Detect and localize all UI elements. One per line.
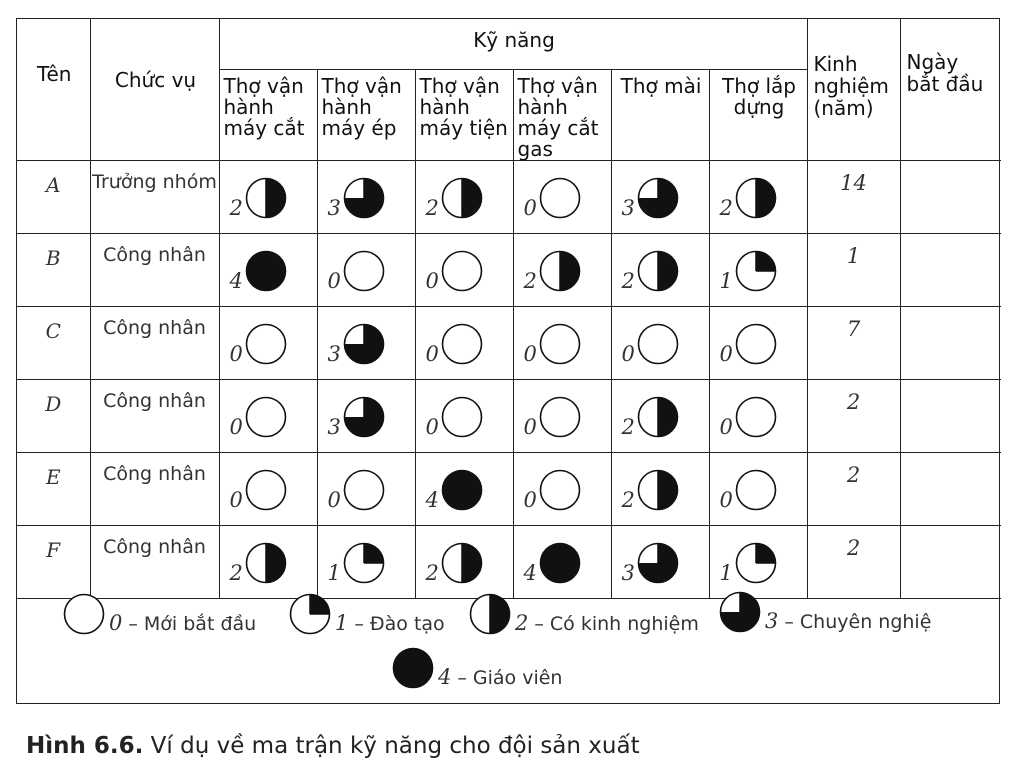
row-experience: 1 <box>807 233 900 306</box>
harvey-ball-level-4-icon <box>245 250 287 292</box>
figure-caption <box>26 733 640 759</box>
harvey-ball-level-0-icon <box>245 396 287 438</box>
skill-level-cell <box>709 379 807 452</box>
harvey-ball-level-3-icon <box>719 591 761 633</box>
header-skill-2: Thợ vận hành máy tiện <box>415 69 513 160</box>
table-row <box>17 306 1001 379</box>
skill-level-cell <box>611 160 709 233</box>
skill-level-cell <box>611 306 709 379</box>
skill-level-cell <box>611 379 709 452</box>
row-role: Công nhân <box>90 233 219 306</box>
skill-level-cell <box>219 233 317 306</box>
legend-item-level-1 <box>289 593 445 635</box>
row-start-date <box>900 379 1001 452</box>
skill-level-value: 0 <box>425 414 439 439</box>
skill-level-value: 2 <box>719 195 733 220</box>
harvey-ball-level-0-icon <box>735 323 777 365</box>
skill-level-value: 2 <box>425 195 439 220</box>
skill-level-cell <box>415 160 513 233</box>
skill-level-cell <box>415 233 513 306</box>
harvey-ball-level-3-icon <box>343 323 385 365</box>
legend-label: – Có kinh nghiệm <box>534 613 699 635</box>
legend-label: – Chuyên nghiệ <box>784 611 932 633</box>
skill-level-value: 0 <box>523 487 537 512</box>
header-skill-4: Thợ mài <box>611 69 709 160</box>
header-skill-1: Thợ vận hành máy ép <box>317 69 415 160</box>
harvey-ball-level-0-icon <box>63 593 105 635</box>
skill-level-value: 0 <box>327 268 341 293</box>
skill-level-value: 3 <box>621 195 635 220</box>
row-role: Công nhân <box>90 452 219 525</box>
skill-level-cell <box>317 306 415 379</box>
legend-item-level-3 <box>719 591 931 633</box>
skill-level-cell <box>513 379 611 452</box>
row-name: D <box>17 379 90 452</box>
skill-level-value: 0 <box>229 341 243 366</box>
skill-level-value: 4 <box>523 560 537 585</box>
skill-level-value: 0 <box>327 487 341 512</box>
harvey-ball-level-2-icon <box>245 177 287 219</box>
skill-level-cell <box>709 306 807 379</box>
skill-level-value: 0 <box>719 414 733 439</box>
skill-level-cell <box>611 452 709 525</box>
legend-label: – Mới bắt đầu <box>128 613 257 635</box>
skill-level-value: 1 <box>719 560 733 585</box>
row-experience: 2 <box>807 452 900 525</box>
legend-item-level-0 <box>63 593 256 635</box>
table-row <box>17 233 1001 306</box>
row-experience: 2 <box>807 525 900 598</box>
harvey-ball-level-3-icon <box>343 177 385 219</box>
skill-level-value: 2 <box>229 560 243 585</box>
legend-level-value: 2 <box>515 611 529 635</box>
harvey-ball-level-0-icon <box>245 469 287 511</box>
harvey-ball-level-0-icon <box>441 396 483 438</box>
row-start-date <box>900 233 1001 306</box>
harvey-ball-level-0-icon <box>735 396 777 438</box>
harvey-ball-level-1-icon <box>735 250 777 292</box>
skill-level-cell <box>415 379 513 452</box>
legend-item-level-2 <box>469 593 699 635</box>
harvey-ball-level-0-icon <box>343 250 385 292</box>
legend <box>17 577 999 703</box>
skill-level-cell <box>317 379 415 452</box>
harvey-ball-level-4-icon <box>441 469 483 511</box>
skill-level-value: 3 <box>327 195 341 220</box>
harvey-ball-level-0-icon <box>637 323 679 365</box>
legend-item-level-4 <box>392 647 562 689</box>
skill-level-cell <box>513 233 611 306</box>
table-row <box>17 379 1001 452</box>
skill-level-cell <box>709 160 807 233</box>
skill-matrix-table <box>17 19 1001 599</box>
harvey-ball-level-3-icon <box>637 177 679 219</box>
skill-level-cell <box>219 379 317 452</box>
header-start-date: Ngày bắt đầu <box>900 19 1001 160</box>
row-experience: 2 <box>807 379 900 452</box>
skill-level-value: 3 <box>327 341 341 366</box>
harvey-ball-level-2-icon <box>441 177 483 219</box>
skill-level-value: 0 <box>621 341 635 366</box>
skill-level-value: 2 <box>229 195 243 220</box>
skill-level-cell <box>513 306 611 379</box>
harvey-ball-level-2-icon <box>735 177 777 219</box>
skill-level-value: 0 <box>523 195 537 220</box>
harvey-ball-level-0-icon <box>539 177 581 219</box>
legend-level-value: 1 <box>335 611 349 635</box>
harvey-ball-level-1-icon <box>289 593 331 635</box>
skill-level-value: 2 <box>621 414 635 439</box>
row-experience: 14 <box>807 160 900 233</box>
harvey-ball-level-2-icon <box>637 469 679 511</box>
harvey-ball-level-2-icon <box>469 593 511 635</box>
header-skill-0: Thợ vận hành máy cắt <box>219 69 317 160</box>
skill-level-cell <box>219 306 317 379</box>
row-experience: 7 <box>807 306 900 379</box>
harvey-ball-level-0-icon <box>735 469 777 511</box>
skill-level-cell <box>709 452 807 525</box>
row-name: E <box>17 452 90 525</box>
harvey-ball-level-0-icon <box>441 323 483 365</box>
skill-level-cell <box>611 233 709 306</box>
caption-text: Ví dụ về ma trận kỹ năng cho đội sản xuất <box>143 733 640 759</box>
skill-level-value: 4 <box>425 487 439 512</box>
skill-level-cell <box>317 160 415 233</box>
skill-level-value: 3 <box>327 414 341 439</box>
legend-level-value: 0 <box>109 611 123 635</box>
table-row <box>17 452 1001 525</box>
caption-prefix: Hình 6.6. <box>26 733 144 759</box>
skill-level-value: 0 <box>229 487 243 512</box>
skill-level-cell <box>513 452 611 525</box>
row-role: Công nhân <box>90 306 219 379</box>
skill-level-cell <box>317 452 415 525</box>
harvey-ball-level-0-icon <box>245 323 287 365</box>
skill-level-value: 1 <box>327 560 341 585</box>
skill-level-cell <box>317 233 415 306</box>
row-name: F <box>17 525 90 598</box>
header-skill-5: Thợ lắp dựng <box>709 69 807 160</box>
legend-label: – Giáo viên <box>457 667 563 689</box>
header-skill-3: Thợ vận hành máy cắt gas <box>513 69 611 160</box>
table-row <box>17 160 1001 233</box>
skill-level-value: 2 <box>621 487 635 512</box>
skill-level-value: 1 <box>719 268 733 293</box>
skill-level-value: 0 <box>229 414 243 439</box>
skill-level-cell <box>415 452 513 525</box>
skill-level-cell <box>513 160 611 233</box>
row-start-date <box>900 160 1001 233</box>
legend-level-value: 3 <box>765 609 779 633</box>
skill-level-value: 4 <box>229 268 243 293</box>
legend-label: – Đào tạo <box>354 613 445 635</box>
row-name: B <box>17 233 90 306</box>
harvey-ball-level-0-icon <box>539 469 581 511</box>
harvey-ball-level-2-icon <box>539 250 581 292</box>
row-role: Công nhân <box>90 525 219 598</box>
row-role: Trưởng nhóm <box>90 160 219 233</box>
skill-level-value: 2 <box>425 560 439 585</box>
row-role: Công nhân <box>90 379 219 452</box>
harvey-ball-level-4-icon <box>392 647 434 689</box>
skill-level-value: 3 <box>621 560 635 585</box>
skill-level-value: 0 <box>719 487 733 512</box>
row-name: A <box>17 160 90 233</box>
harvey-ball-level-2-icon <box>637 396 679 438</box>
skill-level-value: 0 <box>523 341 537 366</box>
skill-level-cell <box>219 160 317 233</box>
skill-level-cell <box>709 233 807 306</box>
harvey-ball-level-0-icon <box>539 323 581 365</box>
harvey-ball-level-2-icon <box>637 250 679 292</box>
skill-level-value: 0 <box>425 341 439 366</box>
skill-level-cell <box>415 306 513 379</box>
row-start-date <box>900 306 1001 379</box>
header-skills-group: Kỹ năng <box>219 19 807 69</box>
skill-level-value: 0 <box>523 414 537 439</box>
header-name: Tên <box>17 19 90 160</box>
harvey-ball-level-0-icon <box>441 250 483 292</box>
harvey-ball-level-3-icon <box>343 396 385 438</box>
skill-level-value: 2 <box>621 268 635 293</box>
header-role: Chức vụ <box>90 19 219 160</box>
skill-matrix <box>16 18 1000 704</box>
harvey-ball-level-0-icon <box>343 469 385 511</box>
header-experience: Kinh nghiệm (năm) <box>807 19 900 160</box>
row-name: C <box>17 306 90 379</box>
skill-level-value: 0 <box>719 341 733 366</box>
skill-level-value: 0 <box>425 268 439 293</box>
skill-level-value: 2 <box>523 268 537 293</box>
skill-level-cell <box>219 452 317 525</box>
legend-level-value: 4 <box>438 665 452 689</box>
harvey-ball-level-0-icon <box>539 396 581 438</box>
row-start-date <box>900 452 1001 525</box>
